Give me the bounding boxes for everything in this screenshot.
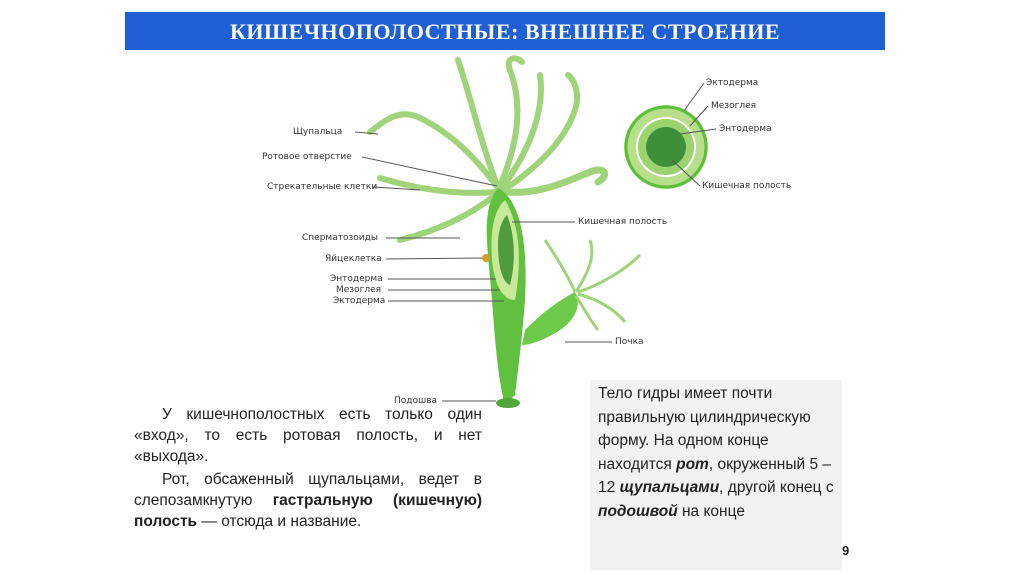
label-endoderm: Энтодерма <box>330 274 383 284</box>
left-text-block <box>134 404 482 534</box>
right-text-3: , другой конец с <box>719 479 834 496</box>
label-stinging-cells: Стрекательные клетки <box>267 182 378 192</box>
tentacles <box>370 58 605 240</box>
label-sole: Подошва <box>394 396 438 406</box>
label-egg: Яйцеклетка <box>325 254 382 264</box>
right-bold-tentacles: щупальцами <box>619 479 720 496</box>
right-text-4: на конце <box>677 502 745 520</box>
left-paragraph-2 <box>134 469 482 532</box>
hydra-body <box>482 188 526 408</box>
label-tentacles: Щупальца <box>293 127 343 137</box>
right-text-2: , окруженный 5 – 12 <box>598 455 831 496</box>
label-gut-cavity: Кишечная полость <box>578 217 668 227</box>
label-bud: Почка <box>615 337 644 347</box>
label-spermatozoa: Сперматозоиды <box>302 233 378 243</box>
cs-label-gut-cavity: Кишечная полость <box>702 181 792 191</box>
label-mesoglea: Мезоглея <box>336 285 382 295</box>
right-bold-mouth: рот <box>676 455 709 473</box>
left-p2-start: Рот, обсаженный щупальцами, ведет в слепозамкнутую <box>134 471 482 509</box>
left-paragraph-1: У кишечнополостных есть только один «вход», то есть ротовая полость, и нет «выхода». <box>134 406 482 465</box>
right-text-block <box>590 380 842 570</box>
left-p2-bold: гастральную (кишечную) полость <box>134 492 483 530</box>
cs-label-mesoglea: Мезоглея <box>711 101 757 111</box>
cs-label-endoderm: Энтодерма <box>719 124 772 134</box>
left-p2-end: — отсюда и название. <box>197 513 362 530</box>
cross-section <box>624 105 708 189</box>
bud <box>522 240 640 345</box>
label-mouth: Ротовое отверстие <box>262 152 352 162</box>
page-number: 9 <box>842 543 850 558</box>
right-bold-sole: подошвой <box>598 502 678 520</box>
right-text-1: Тело гидры имеет почти правильную цилиндрическую форму. На одном конце находится <box>598 385 811 473</box>
slide-title: КИШЕЧНОПОЛОСТНЫЕ: ВНЕШНЕЕ СТРОЕНИЕ <box>125 12 885 50</box>
cs-label-ectoderm: Эктодерма <box>706 78 759 88</box>
label-ectoderm: Эктодерма <box>333 296 386 306</box>
